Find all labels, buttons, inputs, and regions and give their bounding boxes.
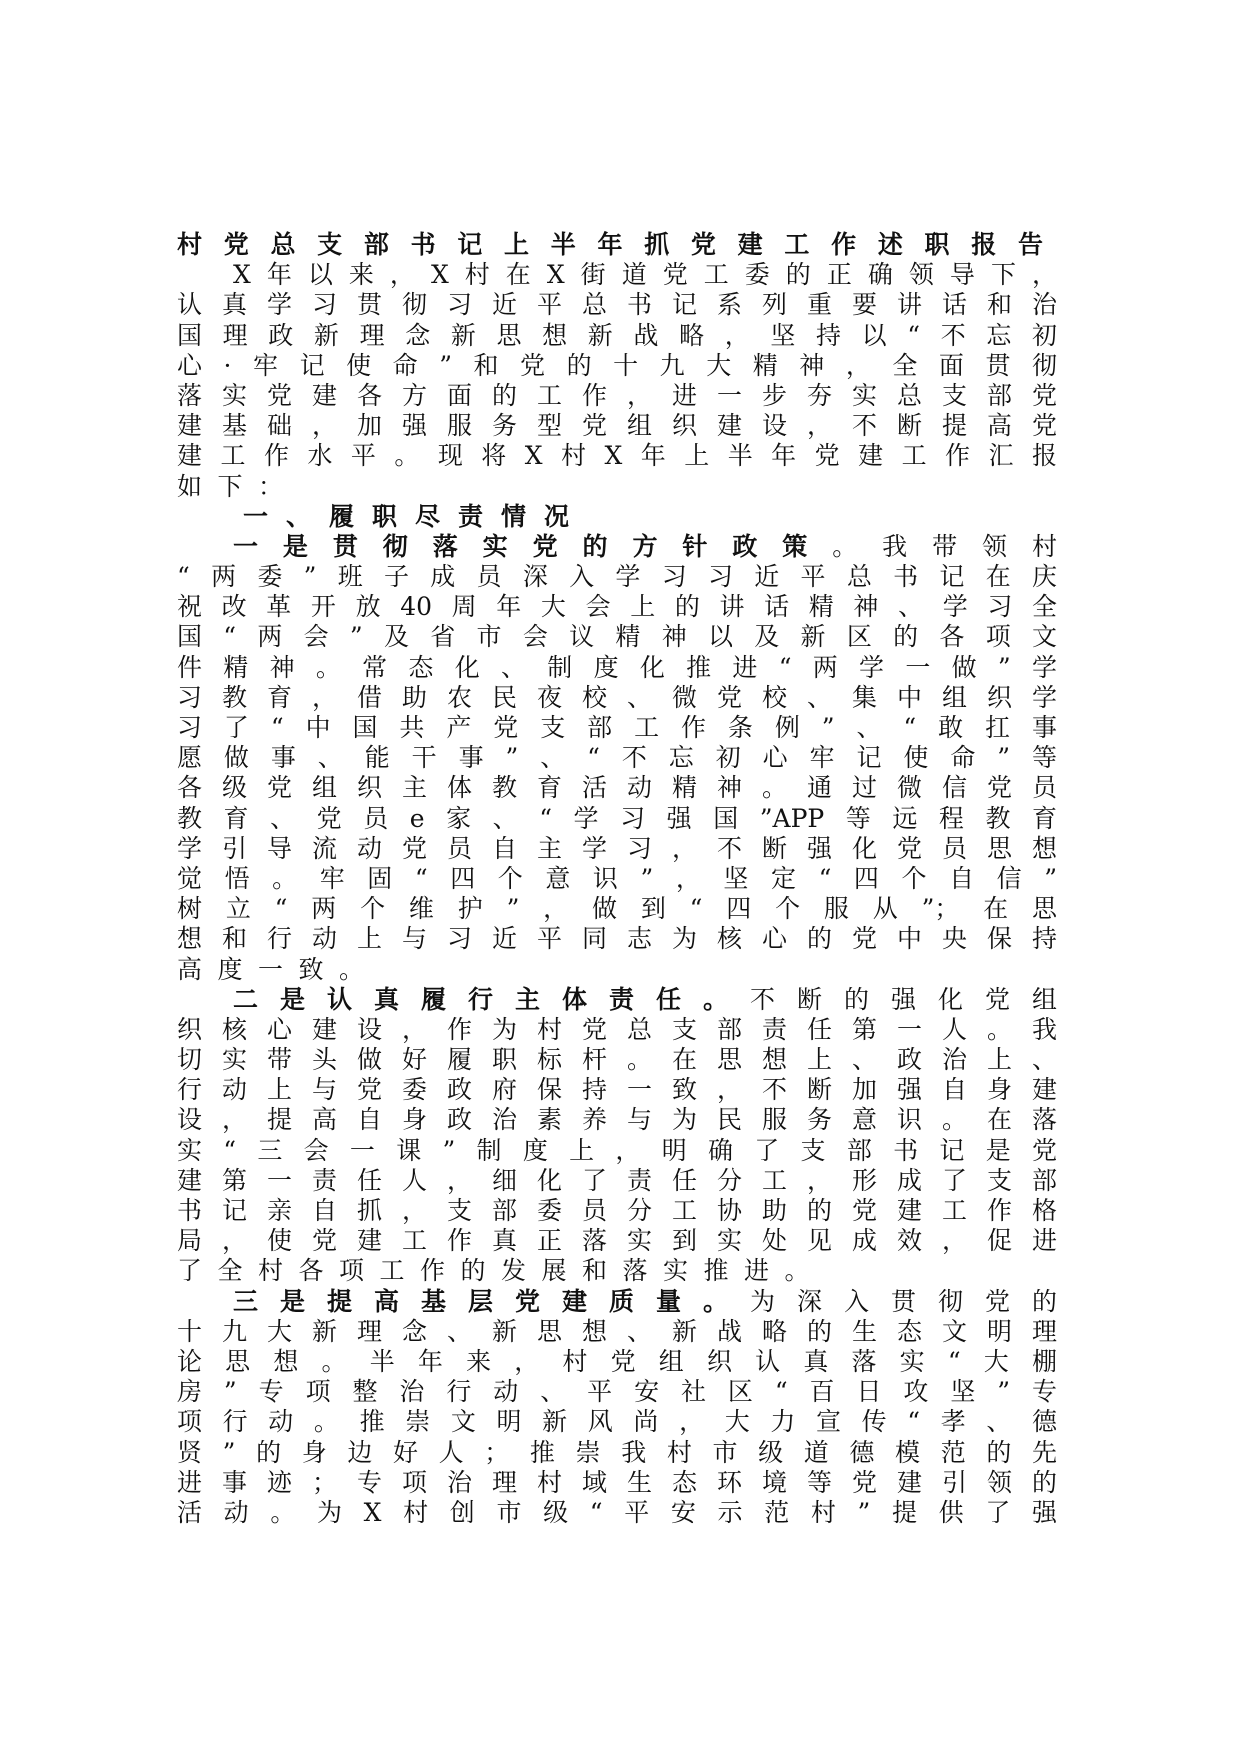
- section-heading: 一、履职尽责情况: [243, 501, 588, 531]
- para2-line: 切实带头做好履职标杆。在思想上、政治上、: [177, 1045, 1057, 1075]
- para1-first-line-rest: 。我带领村: [832, 531, 1057, 561]
- para3-line: 房”专项整治行动、平安社区“百日攻坚”专: [177, 1377, 1057, 1407]
- para3-line: 十九大新理念、新思想、新战略的生态文明理: [177, 1316, 1057, 1346]
- para1-line: 习教育，借助农民夜校、微党校、集中组织学: [177, 682, 1057, 712]
- para2-line: 设，提高自身政治素养与为民服务意识。在落: [177, 1105, 1057, 1135]
- para1-line: “两委”班子成员深入学习习近平总书记在庆: [177, 562, 1057, 592]
- para2-line: 书记亲自抓，支部委员分工协助的党建工作格: [177, 1196, 1057, 1225]
- para3-line: 活动。为X村创市级“平安示范村”提供了强: [177, 1497, 1057, 1527]
- document-title: 村党总支部书记上半年抓党建工作述职报告: [177, 230, 1057, 259]
- document-page: [177, 230, 1057, 1528]
- para1-line: 国“两会”及省市会议精神以及新区的各项文: [177, 622, 1057, 652]
- para1-line: 觉悟。牢固“四个意识”，坚定“四个自信”: [177, 863, 1057, 893]
- para2-first-line-rest: 不断的强化党组: [749, 984, 1057, 1014]
- para1-line: 习了“中国共产党支部工作条例”、“敢扛事: [177, 713, 1057, 742]
- para1-line: 高度一致。: [177, 954, 380, 984]
- para2-line: 实“三会一课”制度上，明确了支部书记是党: [177, 1135, 1057, 1165]
- para1-line: 祝改革开放40周年大会上的讲话精神、学习全: [177, 592, 1057, 622]
- para2-line: 了全村各项工作的发展和落实推进。: [177, 1256, 826, 1286]
- para2-line: 织核心建设，作为村党总支部责任第一人。我: [177, 1014, 1057, 1044]
- para1-line: 树立“两个维护”，做到“四个服从”；在思: [177, 894, 1057, 924]
- intro-line-8: 如下：: [177, 471, 299, 501]
- intro-line-5: 落实党建各方面的工作，进一步夯实总支部党: [177, 380, 1057, 410]
- para3-line: 论思想。半年来，村党组织认真落实“大棚: [177, 1346, 1057, 1376]
- para2-line: 行动上与党委政府保持一致，不断加强自身建: [177, 1075, 1057, 1105]
- para3-bold-lead: 三是提高基层党建质量。: [233, 1286, 750, 1316]
- para1-line: 件精神。常态化、制度化推进“两学一做”学: [177, 652, 1057, 682]
- para2-first-line: [177, 985, 1057, 1015]
- para3-line: 项行动。推崇文明新风尚，大力宣传“孝、德: [177, 1407, 1057, 1437]
- para1-line: 想和行动上与习近平同志为核心的党中央保持: [177, 924, 1057, 954]
- para3-first-line-rest: 为深入贯彻党的: [749, 1286, 1057, 1316]
- intro-line-3: 国理政新理念新思想新战略，坚持以“不忘初: [177, 320, 1057, 350]
- intro-line-4: 心·牢记使命”和党的十九大精神，全面贯彻: [177, 350, 1057, 380]
- intro-line-6: 建基础，加强服务型党组织建设，不断提高党: [177, 411, 1057, 441]
- para3-line: 进事迹；专项治理村域生态环境等党建引领的: [177, 1467, 1057, 1497]
- intro-line-2: 认真学习贯彻习近平总书记系列重要讲话和治: [177, 290, 1057, 320]
- intro-line-7: 建工作水平。现将X村X年上半年党建工作汇报: [177, 441, 1057, 471]
- para2-bold-lead: 二是认真履行主体责任。: [233, 984, 750, 1014]
- para2-line: 局，使党建工作真正落实到实处见成效，促进: [177, 1226, 1057, 1256]
- intro-line-1: X年以来，X村在X街道党工委的正确领导下，: [233, 260, 1057, 290]
- para2-line: 建第一责任人，细化了责任分工，形成了支部: [177, 1165, 1057, 1195]
- para1-line: 教育、党员e家、“学习强国”APP等远程教育: [177, 803, 1057, 833]
- para1-line: 愿做事、能干事”、“不忘初心牢记使命”等: [177, 743, 1057, 773]
- para1-bold-lead: 一是贯彻落实党的方针政策: [233, 531, 833, 561]
- para1-line: 各级党组织主体教育活动精神。通过微信党员: [177, 773, 1057, 803]
- para3-line: 贤”的身边好人；推崇我村市级道德模范的先: [177, 1437, 1057, 1467]
- para1-line: 学引导流动党员自主学习，不断强化党员思想: [177, 833, 1057, 863]
- para3-first-line: [177, 1287, 1057, 1317]
- para1-first-line: [177, 532, 1057, 562]
